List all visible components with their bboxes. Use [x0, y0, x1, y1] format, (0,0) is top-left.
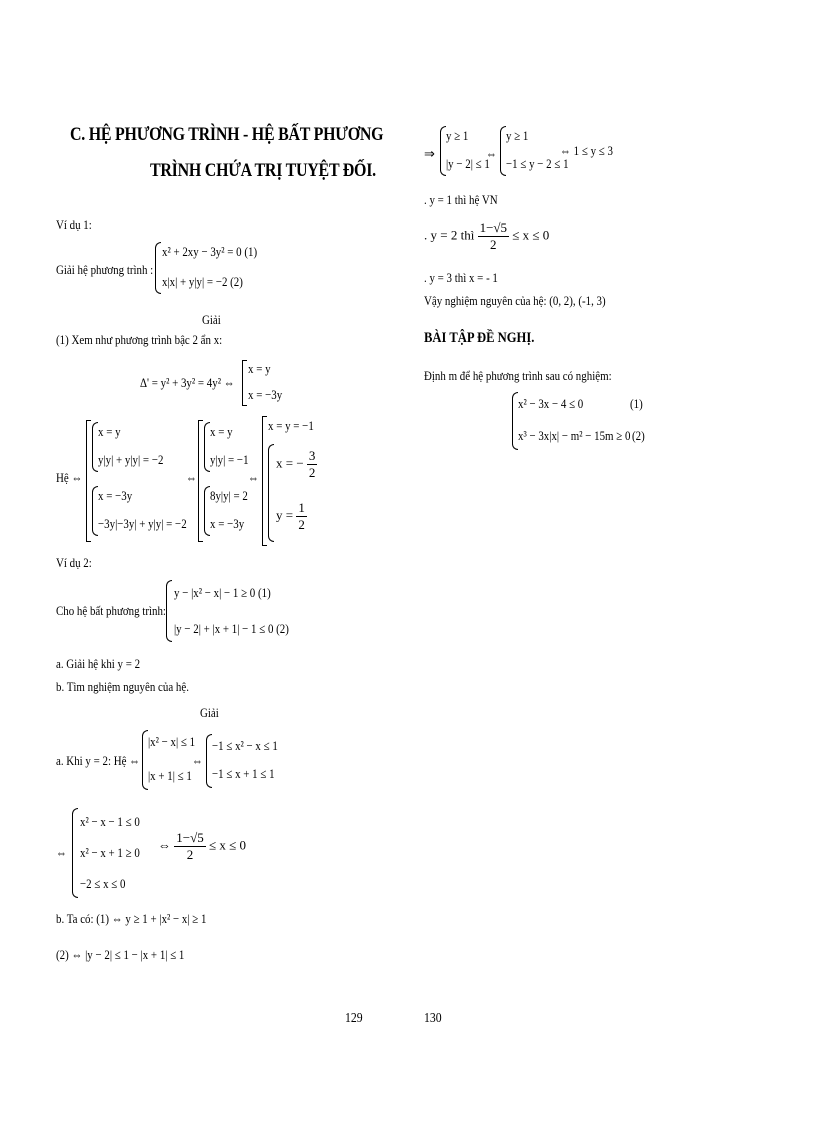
page-number-right: 130: [424, 1011, 442, 1026]
part-a-label: a. Khi y = 2: Hệ ⇔: [56, 753, 141, 768]
case-2-lhs: . y = 2 thì: [424, 227, 475, 243]
example-2-prompt: Cho hệ bất phương trình:: [56, 603, 166, 618]
question-b: b. Tìm nghiệm nguyên của hệ.: [56, 679, 189, 694]
system-label: Hệ ⇔: [56, 470, 83, 485]
exercise-prompt: Định m để hệ phương trình sau có nghiệm:: [424, 368, 612, 383]
numerator: 1: [298, 500, 305, 515]
denominator: 2: [490, 237, 497, 252]
equation: x = −3y: [98, 488, 133, 503]
equation: −1 ≤ y − 2 ≤ 1: [506, 156, 569, 171]
conclusion: Vậy nghiệm nguyên của hệ: (0, 2), (-1, 3): [424, 293, 606, 308]
brace: [72, 808, 78, 898]
numerator: 1−√5: [479, 220, 508, 235]
equation: x² + 2xy − 3y² = 0 (1): [162, 244, 258, 259]
denominator: 2: [298, 517, 305, 532]
result: [158, 830, 246, 863]
exercise-title: BÀI TẬP ĐỀ NGHỊ.: [424, 330, 535, 346]
equation: x = y: [248, 361, 271, 376]
equation: x = y = −1: [268, 418, 314, 433]
case-2: [424, 220, 549, 253]
equation: x = −3y: [248, 387, 283, 402]
fraction: [174, 830, 205, 863]
equation: −3y|−3y| + y|y| = −2: [98, 516, 187, 531]
result: ⇔ 1 ≤ y ≤ 3: [560, 143, 613, 158]
equivalence: ⇔: [486, 146, 497, 161]
equation-tag: (1): [630, 396, 643, 411]
equation: [276, 448, 317, 481]
equation: x² − x + 1 ≥ 0: [80, 845, 140, 860]
numerator: 3: [308, 448, 316, 463]
equivalence: ⇔: [192, 753, 203, 768]
delta-equation: Δ' = y² + 3y² = 4y² ⇔: [140, 375, 235, 390]
numerator: 1−√5: [176, 830, 204, 845]
equation-lhs: y =: [276, 507, 294, 523]
question-a: a. Giải hệ khi y = 2: [56, 656, 141, 671]
equation: |y − 2| + |x + 1| − 1 ≤ 0 (2): [174, 621, 289, 636]
part-b-line-1: b. Ta có: (1) ⇔ y ≥ 1 + |x² − x| ≥ 1: [56, 911, 207, 926]
solution-label: Giải: [202, 312, 221, 327]
fraction: [478, 220, 509, 253]
bracket: [198, 420, 203, 542]
inequality-tail: ≤ x ≤ 0: [208, 837, 246, 853]
case-1: . y = 1 thì hệ VN: [424, 192, 498, 207]
equation: y ≥ 1: [506, 128, 529, 143]
equation: 8y|y| = 2: [210, 488, 248, 503]
equation: |x + 1| ≤ 1: [148, 768, 192, 783]
equation: y − |x² − x| − 1 ≥ 0 (1): [174, 585, 271, 600]
step-text: (1) Xem như phương trình bậc 2 ẩn x:: [56, 332, 223, 347]
case-3: . y = 3 thì x = - 1: [424, 270, 498, 285]
brace: [268, 444, 274, 542]
bracket: [86, 420, 91, 542]
equation: |x² − x| ≤ 1: [148, 734, 196, 749]
equation-lhs: x = −: [276, 455, 304, 471]
title-line-2: TRÌNH CHỨA TRỊ TUYỆT ĐỐI.: [150, 160, 376, 181]
title-line-1: C. HỆ PHƯƠNG TRÌNH - HỆ BẤT PHƯƠNG: [70, 124, 384, 145]
equation: −1 ≤ x² − x ≤ 1: [212, 738, 278, 753]
example-2-label: Ví dụ 2:: [56, 555, 92, 570]
inequality-tail: ≤ x ≤ 0: [512, 227, 550, 243]
part-b-line-2: (2) ⇔ |y − 2| ≤ 1 − |x + 1| ≤ 1: [56, 947, 185, 962]
equation: x³ − 3x|x| − m² − 15m ≥ 0: [518, 428, 631, 443]
fraction: [307, 448, 318, 481]
equation: −1 ≤ x + 1 ≤ 1: [212, 766, 275, 781]
equation-tag: (2): [632, 428, 645, 443]
brace: [155, 242, 161, 294]
denominator: 2: [186, 847, 194, 862]
example-1-prompt: Giải hệ phương trình :: [56, 262, 154, 277]
equivalence: ⇔: [186, 470, 197, 485]
equivalence: ⇔: [248, 470, 259, 485]
implication-arrow: ⇒: [424, 146, 435, 161]
equation: x = y: [210, 424, 233, 439]
denominator: 2: [308, 465, 316, 480]
equation: −2 ≤ x ≤ 0: [80, 876, 126, 891]
equation: x = −3y: [210, 516, 245, 531]
bracket: [242, 360, 247, 406]
equation: y|y| + y|y| = −2: [98, 452, 164, 467]
equation: x² − 3x − 4 ≤ 0: [518, 396, 584, 411]
solution-label: Giải: [200, 705, 219, 720]
equation: x|x| + y|y| = −2 (2): [162, 274, 243, 289]
equivalence: ⇔: [158, 837, 171, 853]
equation: x² − x − 1 ≤ 0: [80, 814, 140, 829]
equation: x = y: [98, 424, 121, 439]
equivalence: ⇔: [56, 845, 67, 860]
equation: |y − 2| ≤ 1: [446, 156, 490, 171]
bracket: [262, 416, 267, 546]
equation: y ≥ 1: [446, 128, 469, 143]
page-number-left: 129: [345, 1011, 363, 1026]
example-1-label: Ví dụ 1:: [56, 217, 92, 232]
fraction: [296, 500, 307, 533]
brace: [166, 580, 172, 642]
equation: y|y| = −1: [210, 452, 249, 467]
equation: [276, 500, 307, 533]
